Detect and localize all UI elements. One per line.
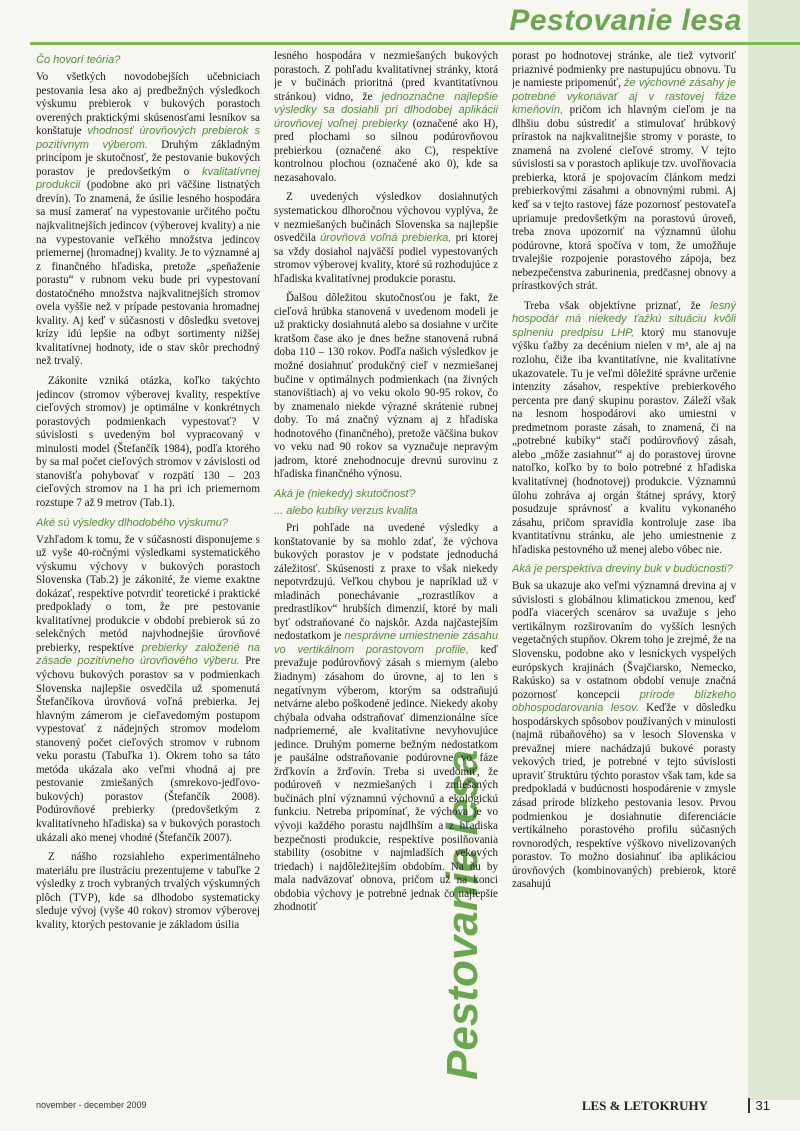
highlight: nesprávne umiestnenie zásahu vo vertikálnom porastovom profile, [274,630,498,656]
paragraph: Vo všetkých novodobejších učebniciach pestovania lesa ako aj predbežných výsledkoch výskumu prebierok v bukových porastoch overených praktickými skúsenosťami lesníkov sa konštatuje vhodnosť úrovňových prebierok s pozitívnym výberom. Druhým základným princípom je skutočnosť, že pestovanie bukových porastov je predovšetkým o kvalitatívnej produkcii (podobne ako pri väčšine listnatých drevín). To znamená, že úsilie lesného hospodára sa musí zamerať na vypestovanie určitého počtu najkvalitnejších jedincov (výberovej kvality) a nie na vypestovanie veľkého množstva jedincov priemernej (hromadnej) kvality. Je to významné aj z finančného hľadiska, pretože „speňaženie porastu“ v rubnom veku bude pri vypestovaní dostatočného množstva najkvalitnejších stromov ovela vyššie než v prípade pestovania hromadnej kvality. Aj keď v súčasnosti v dôsledku svetovej krízy idú lepšie na odbyt sortimenty nižšej kvalitatívnej hodnoty, ide o stav skôr prechodný než trvalý. [36,71,260,368]
paragraph: Zákonite vzniká otázka, koľko takýchto jedincov (stromov výberovej kvality, respektíve cieľových stromov) je optimálne v konkrétnych porastových podmienkach vypestovať? V súvislosti s uvedeným bol vypracovaný v minulosti model (Štefančík 1984), podľa ktorého by sa mal počet cieľových stromov v závislosti od stanovišťa pohybovať v rozpätí 130 – 203 cieľových stromov na 1 ha pri ich priemernom rozstupe 7 až 9 metrov (Tab.1). [36,375,260,509]
page-number: 31 [748,1098,770,1113]
paragraph: lesného hospodára v nezmiešaných bukových porastoch. Z pohľadu kvalitatívnej stránky, ktorá je v bučinách prioritná (pred kvantitatívnou stránkou) vidno, že jednoznačne najlepšie výsledky sa dosiahli pri dlhodobej aplikácii úrovňovej voľnej prebierky (označené ako H), pred plochami so silnou podúrovňovou prebierkou (označené ako C), respektíve kontrolnou plochou (označené ako 0), kde sa nezasahovalo. [274,50,498,184]
highlight: úrovňová voľná prebierka, [320,232,452,245]
paragraph: porast po hodnotovej stránke, ale tiež vytvoriť priaznivé podmienky pre nastupujúcu obnovu. Tu je namieste pripomenúť, že výchovné zásahy je potrebné vykonávať aj v rastovej fáze kmeňovín, pričom ich hlavným cieľom je na dlhšiu dobu sústrediť a stimulovať hrúbkový prírastok na najkvalitnejšie stromy v poraste, to znamená na zvolené cieľové stromy. V tejto súvislosti sa v porastoch aplikuje tzv. uvoľňovacia prebierka, ktorá je spojovacím článkom medzi prebierkovými zásahmi a obnovnými rubmi. Aj keď sa v tejto rastovej fáze pozornosť pestovateľa upriamuje predovšetkým na porastovú úroveň, treba znova upozorniť na významnú úlohu podúrovne, ktorá spočíva v tom, že umožňuje trvalejšie rozpojenie porastového zápoja, bez nebezpečenstva zaburinenia, predčasnej obnovy a prírastkových strát. [512,50,736,293]
subheading: Čo hovorí teória? [36,54,121,66]
header-rule [30,42,800,45]
paragraph: Treba však objektívne priznať, že lesný hospodár má niekedy ťažkú situáciu kvôli splneniu predpisu LHP, ktorý mu stanovuje výšku ťažby za decénium nielen v m³, ale aj na rozlohu, čiže iba kvantitatívne, nie kvalitatívne ukazovatele. Tu je veľmi dôležité správne určenie intenzity zásahov, respektíve prebierkového percenta pre daný skupinu porastov. Záleží však na lesnom hospodárovi ako umiestni v predmetnom poraste zásah, to znamená, či na „potrebné kubíky“ stačí podúrovňový zásah, alebo „môže zasiahnuť“ aj do porastovej úrovne natoľko, koľko by to bolo potrebné z hľadiska kvalitatívnej (hodnotovej) produkcie. Významnú úlohu zohráva aj orgán štátnej správy, ktorý posudzuje správnosť a kvalitu vykonaného zásahu, pričom spravidla kontroluje zase iba kvantitatívnu stránku, ale jeho umiestnenie z hľadiska pestovného už menej alebo vôbec nie. [512,299,736,556]
magazine-logo: LES & LETOKRUHY [581,1098,708,1113]
paragraph: Ďalšou dôležitou skutočnosťou je fakt, že cieľová hrúbka stanovená v uvedenom modeli je už prakticky dosiahnutá alebo sa dosiahne v určite kratšom čase ako je dnes bežne stanovená rubná doba 110 – 130 rokov. Podľa našich výsledkov je možné dosiahnuť produkčný cieľ v nezmiešanej bučine v optimálnych podmienkach (na živných stanovištiach) aj vo veku okolo 90-95 rokov, čo by znamenalo niekde výrazné skrátenie rubnej doby. To má značný význam aj z hľadiska hodnotového (finančného), pretože väčšina bukov vo veku nad 90 rokov sa vyznačuje nepravým jadrom, ktoré znehodnocuje drevnú surovinu z hľadiska finančného výnosu. [274,292,498,481]
highlight: prírode blízkeho obhospodarovania lesov. [512,688,736,715]
subheading: Aké sú výsledky dlhodobého výskumu? [36,516,228,529]
highlight: prebierky založené na zásade pozitívneho úrovňového výberu. [36,641,260,668]
highlight: kvalitatívnej produkcii [36,165,260,192]
paragraph: Z nášho rozsiahleho experimentálneho materiálu pre ilustráciu prezentujeme v tabuľke 2 výsledky z troch vybraných trvalých výskumných plôch (TVP), kde sa dlhodobo systematicky sleduje vývoj (vyše 40 rokov) stromov výberovej kvality, ktorých pestovanie je základom úsilia [36,851,260,931]
subheading: ... alebo kubíky verzus kvalita [274,504,418,517]
issue-date: november - december 2009 [36,1100,147,1110]
article-columns [36,50,736,1080]
highlight: že výchovné zásahy je potrebné vykonávať aj v rastovej fáze kmeňovín, [512,77,736,117]
page-footer [36,1098,770,1118]
paragraph: Pri pohľade na uvedené výsledky a konštatovanie by sa mohlo zdať, že výchova bukových porastov je v podstate jednoduchá záležitosť. Skúsenosti z praxe to však niekedy nepotvrdzujú. Veľkou chybou je napríklad už v mladinách ponechávanie „rozrastlíkov a predrastlíkov“ hrubších dimenzií, ktoré by mali byť odstraňované čo najskôr. Azda najčastejším nedostatkom je nesprávne umiestnenie zásahu vo vertikálnom porastovom profile, keď prevažuje podúrovňový zásah s miernym (alebo žiadnym) zásahom do úrovne, aj to len s negatívnym výberom, ktorým sa odstraňujú netvárne alebo poškodené jedince. Niekedy akoby chýbala odvaha odstraňovať dimenzionálne síce nadpriemerné, ale kvalitatívne nevyhovujúce jedince. Druhým pomerne bežným nedostatkom je paušálne odstraňovanie podúrovne vo fáze žrďkovín a žrďovín. Treba si uvedomiť, že podúroveň v nezmiešaných i zmiešaných bučinách plní významnú výchovnú a ekologickú funkciu. Netreba pripomínať, že výchova je vo vývoji každého porastu najdlhším a z hľadiska bezpečnosti produkcie, respektíve posilňovania stability (osobitne v najmladších vekových triedach) i najdôležitejším obdobím. Na ňu by mala nadväzovať obnova, pričom už na konci obdobia výchovy je potrebné jednak čo najlepšie zhodnotiť [274,521,498,914]
highlight: lesný hospodár má niekedy ťažkú situáciu kvôli splneniu predpisu LHP, [512,299,736,339]
column-3 [512,50,736,1080]
column-2 [274,50,498,1080]
paragraph: Buk sa ukazuje ako veľmi významná drevina aj v súvislosti s globálnou klimatickou zmenou, keď podľa viacerých scenárov sa uvažuje s jeho vertikálnym rozširovaním do vyšších lesných vegetačných stupňov. Okrem toho je zrejmé, že na Slovensku, podobne ako v lesníckych vyspelých európskych krajinách (Švajčiarsko, Nemecko, Rakúsko) sa v ostatnom období venuje značná pozornosť koncepcii prírode blízkeho obhospodarovania lesov. Keďže v dôsledku hospodárskych spôsobov používaných v minulosti (najmä rúbaňového) sa v lesoch Slovenska v prevažnej miere nachádzajú bukové porasty vekových tried, je potrebné v tejto súvislosti upraviť štruktúru týchto porastov však tam, kde sa predpokladá v budúcnosti hospodárenie v zmysle zásad prírode blízkeho pestovania lesov. Prvou podmienkou je dosiahnutie diferenciácie vertikálneho porastového profilu súčasných rovnorodých, respektíve výškovo nivelizovaných porastov. To možno dosiahnuť iba aplikáciou úrovňových (kombinovaných) prebierok, ktoré zasahujú [512,580,736,891]
subheading: Aká je (niekedy) skutočnosť? [274,487,416,500]
side-section-title: Pestovanie lesa [438,749,487,1080]
side-band [748,0,800,1100]
section-title: Pestovanie lesa [509,4,742,37]
highlight: jednoznačne najlepšie výsledky sa dosiahli pri dlhodobej aplikácii úrovňovej voľnej prebierky [274,90,498,130]
subheading: Aká je perspektíva dreviny buk v budúcnosti? [512,563,733,576]
paragraph: Vzhľadom k tomu, že v súčasnosti disponujeme s už vyše 40-ročnými výsledkami systematického výskumu výchovy v bukových porastoch Slovenska (Tab.2) je zákonité, že vieme exaktne dokázať, respektíve potvrdiť teoretické i praktické predpoklady o tom, že pre pestovanie kvalitatívnej produkcie v období prebierok sú zo selekčných metód najvhodnejšie úrovňové prebierky, respektíve prebierky založené na zásade pozitívneho úrovňového výberu. Pre výchovu bukových porastov sa v podmienkach Slovenska najlepšie osvedčila už spomenutá Štefančíkova úrovňová voľná prebierka. Jej hlavným zámerom je cieľavedomým postupom vypestovať z nádejných stromov modelom stanovený počet cieľových stromov v rubnom veku porastu (Tabuľka 1). Okrem toho sa táto metóda ukázala ako veľmi vhodná aj pre pestovanie zmiešaných (smrekovo-jedľovo-bukových) porastov (Štefančík 2008). Podúrovňové prebierky (predovšetkým z kvalitatívneho hľadiska) sa v bukových porastoch ukázali ako menej vhodné (Štefančík 2007). [36,533,260,844]
column-1 [36,50,260,1080]
paragraph: Z uvedených výsledkov dosiahnutých systematickou dlhoročnou výchovou vyplýva, že v nezmiešaných bučinách Slovenska sa najlepšie osvedčila úrovňová voľná prebierka, pri ktorej sa vždy dosiahol najväčší podiel vypestovaných stromov výberovej kvality, ktoré sú rozhodujúce z hľadiska kvalitatívnej produkcie porastu. [274,191,498,285]
highlight: vhodnosť úrovňových prebierok s pozitívnym výberom. [36,125,260,151]
